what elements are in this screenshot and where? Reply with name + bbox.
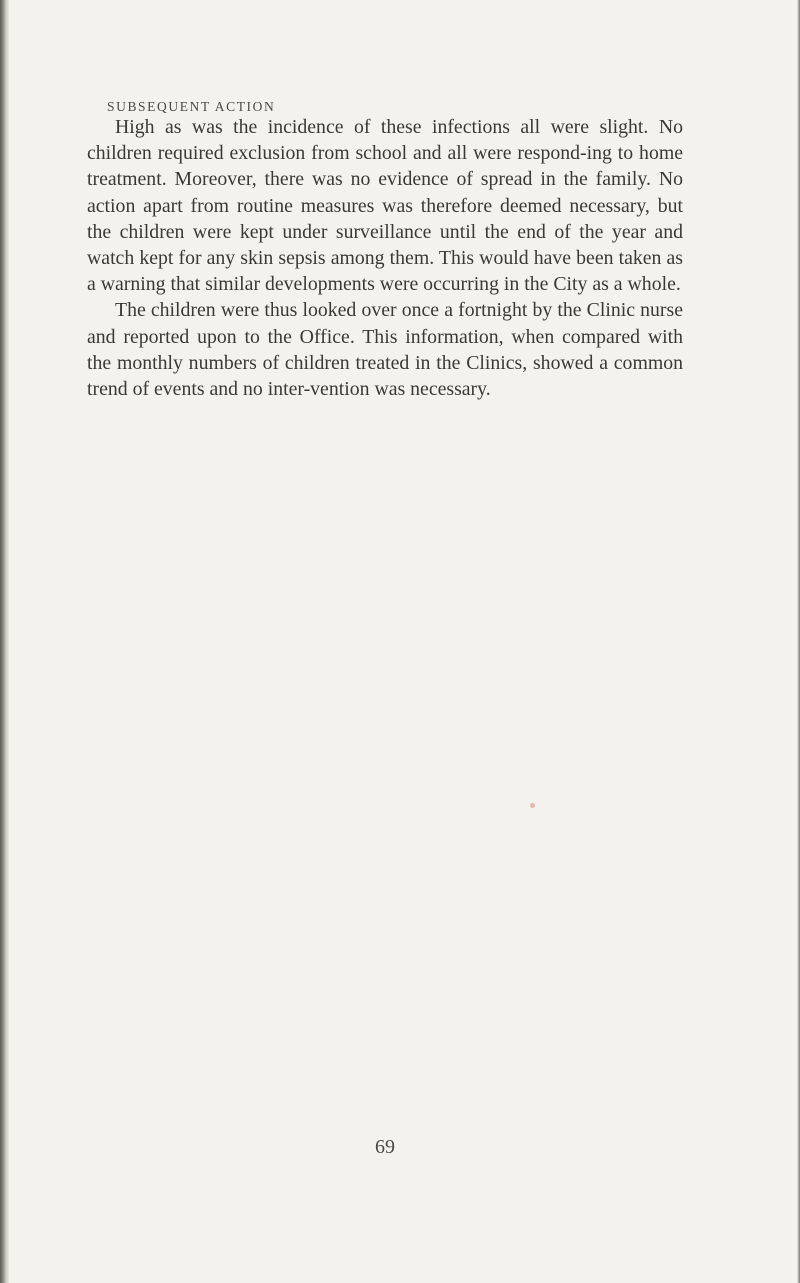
page-number: 69 (375, 1136, 395, 1158)
paper-speck (530, 803, 535, 808)
section-heading: SUBSEQUENT ACTION (107, 99, 276, 114)
body-text (87, 114, 683, 402)
page-binding-edge (0, 0, 9, 1283)
paragraph-1: High as was the incidence of these infections all were slight. No children required exclusion from school and all were respond-ing to home treatment. Moreover, there was no evidence of spread in the family. No action apart from routine measures was therefore deemed necessary, but the children were kept under surveillance until the end of the year and watch kept for any skin sepsis among them. This would have been taken as a warning that similar developments were occurring in the City as a whole. (87, 116, 683, 296)
paragraph-2: The children were thus looked over once a fortnight by the Clinic nurse and reported upon to the Office. This information, when compared with the monthly numbers of children treated in the Clinics, showed a common trend of events and no inter-vention was necessary. (87, 299, 683, 401)
